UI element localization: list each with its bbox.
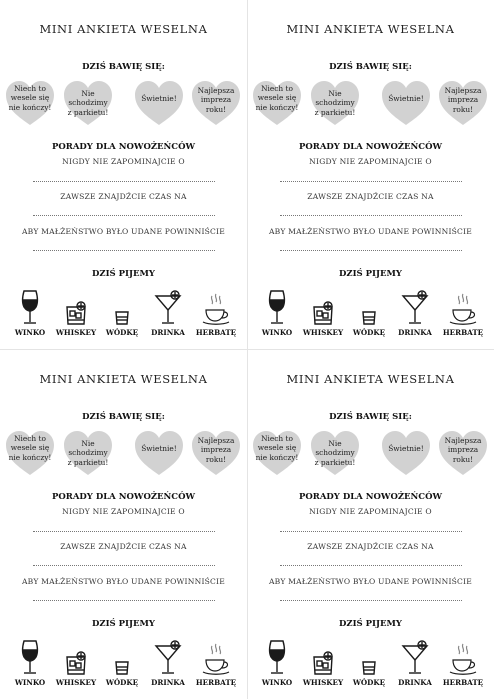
- drink-options: [247, 290, 494, 346]
- drink-option-cocktail[interactable]: [391, 640, 439, 696]
- drink-options: [0, 640, 247, 696]
- heart-option[interactable]: [132, 428, 186, 478]
- drink-option-wine[interactable]: [253, 640, 301, 696]
- heart-label: Świetnie!: [388, 444, 424, 453]
- question-text: ABY MAŁŻEŃSTWO BYŁO UDANE POWINNIŚCIE: [21, 227, 225, 236]
- wine-glass-icon: [15, 640, 45, 676]
- section-advice-heading: PORADY DLA NOWOŻEŃCÓW: [298, 142, 443, 152]
- drink-label: WÓDKĘ: [105, 328, 139, 337]
- vodka-shot-icon: [107, 290, 137, 326]
- heart-option[interactable]: [379, 428, 433, 478]
- survey-card: [247, 350, 494, 699]
- drink-label: WHISKEY: [302, 328, 344, 337]
- drink-option-cocktail[interactable]: [144, 640, 192, 696]
- tea-cup-icon: [201, 290, 231, 326]
- cocktail-glass-icon: [153, 290, 183, 326]
- heart-option[interactable]: [250, 78, 304, 128]
- drink-label: HERBATĘ: [442, 328, 484, 337]
- answer-line[interactable]: [280, 565, 462, 566]
- heart-label: Świetnie!: [141, 444, 177, 453]
- heart-option[interactable]: [379, 78, 433, 128]
- question-text: ZAWSZE ZNAJDŹCIE CZAS NA: [307, 192, 434, 201]
- drink-label: HERBATĘ: [195, 328, 237, 337]
- drink-option-vodka[interactable]: [98, 290, 146, 346]
- question-text: NIGDY NIE ZAPOMINAJCIE O: [309, 507, 432, 516]
- survey-card: [0, 0, 247, 349]
- drink-option-tea[interactable]: [192, 640, 240, 696]
- section-drinks-heading: DZIŚ PIJEMY: [339, 269, 402, 279]
- question-text: NIGDY NIE ZAPOMINAJCIE O: [62, 157, 185, 166]
- cocktail-glass-icon: [400, 290, 430, 326]
- card-title: MINI ANKIETA WESELNA: [286, 22, 455, 36]
- mood-options: [0, 78, 247, 130]
- answer-line[interactable]: [280, 215, 462, 216]
- heart-option[interactable]: [436, 428, 490, 478]
- drink-option-whiskey[interactable]: [52, 290, 100, 346]
- section-drinks-heading: DZIŚ PIJEMY: [92, 619, 155, 629]
- whiskey-glass-icon: [308, 290, 338, 326]
- drink-label: DRINKA: [398, 328, 432, 337]
- drink-options: [0, 290, 247, 346]
- section-drinks-heading: DZIŚ PIJEMY: [92, 269, 155, 279]
- heart-option[interactable]: [308, 78, 362, 128]
- drink-option-tea[interactable]: [439, 290, 487, 346]
- heart-option[interactable]: [132, 78, 186, 128]
- mood-options: [247, 428, 494, 480]
- heart-label: Najlepsza impreza roku!: [444, 86, 482, 114]
- drink-option-vodka[interactable]: [98, 640, 146, 696]
- drink-label: WHISKEY: [55, 678, 97, 687]
- heart-option[interactable]: [189, 428, 243, 478]
- question-text: ABY MAŁŻEŃSTWO BYŁO UDANE POWINNIŚCIE: [21, 577, 225, 586]
- drink-option-cocktail[interactable]: [391, 290, 439, 346]
- answer-line[interactable]: [33, 565, 215, 566]
- answer-line[interactable]: [33, 600, 215, 601]
- drink-option-wine[interactable]: [253, 290, 301, 346]
- drink-label: DRINKA: [151, 328, 185, 337]
- mood-options: [0, 428, 247, 480]
- answer-line[interactable]: [280, 531, 462, 532]
- tea-cup-icon: [448, 640, 478, 676]
- answer-line[interactable]: [33, 250, 215, 251]
- heart-option[interactable]: [3, 428, 57, 478]
- question-text: ZAWSZE ZNAJDŹCIE CZAS NA: [307, 542, 434, 551]
- vodka-shot-icon: [107, 640, 137, 676]
- answer-line[interactable]: [280, 181, 462, 182]
- drink-option-vodka[interactable]: [345, 640, 393, 696]
- answer-line[interactable]: [33, 181, 215, 182]
- heart-label: Świetnie!: [141, 94, 177, 103]
- drink-option-whiskey[interactable]: [299, 640, 347, 696]
- drink-option-tea[interactable]: [439, 640, 487, 696]
- drink-label: HERBATĘ: [195, 678, 237, 687]
- drink-option-wine[interactable]: [6, 640, 54, 696]
- tea-cup-icon: [201, 640, 231, 676]
- section-advice-heading: PORADY DLA NOWOŻEŃCÓW: [298, 492, 443, 502]
- answer-line[interactable]: [33, 215, 215, 216]
- card-title: MINI ANKIETA WESELNA: [39, 372, 208, 386]
- heart-label: Niech to wesele się nie kończy!: [8, 84, 52, 112]
- section-advice-heading: PORADY DLA NOWOŻEŃCÓW: [51, 142, 196, 152]
- drink-option-tea[interactable]: [192, 290, 240, 346]
- heart-label: Niech to wesele się nie kończy!: [8, 434, 52, 462]
- heart-label: Nie schodzimy z parkietu!: [314, 439, 356, 467]
- drink-label: WÓDKĘ: [105, 678, 139, 687]
- wine-glass-icon: [262, 290, 292, 326]
- whiskey-glass-icon: [61, 640, 91, 676]
- answer-line[interactable]: [280, 600, 462, 601]
- card-title: MINI ANKIETA WESELNA: [39, 22, 208, 36]
- drink-option-whiskey[interactable]: [299, 290, 347, 346]
- heart-label: Niech to wesele się nie kończy!: [255, 84, 299, 112]
- heart-option[interactable]: [61, 428, 115, 478]
- section-advice-heading: PORADY DLA NOWOŻEŃCÓW: [51, 492, 196, 502]
- whiskey-glass-icon: [61, 290, 91, 326]
- drink-label: DRINKA: [398, 678, 432, 687]
- survey-card: [0, 350, 247, 699]
- heart-label: Świetnie!: [388, 94, 424, 103]
- drink-label: HERBATĘ: [442, 678, 484, 687]
- wine-glass-icon: [15, 290, 45, 326]
- drink-label: DRINKA: [151, 678, 185, 687]
- wine-glass-icon: [262, 640, 292, 676]
- drink-option-wine[interactable]: [6, 290, 54, 346]
- cocktail-glass-icon: [400, 640, 430, 676]
- drink-label: WINKO: [261, 678, 293, 687]
- mood-options: [247, 78, 494, 130]
- heart-label: Nie schodzimy z parkietu!: [314, 89, 356, 117]
- survey-card: [247, 0, 494, 349]
- heart-option[interactable]: [189, 78, 243, 128]
- heart-option[interactable]: [61, 78, 115, 128]
- drink-option-whiskey[interactable]: [52, 640, 100, 696]
- question-text: NIGDY NIE ZAPOMINAJCIE O: [309, 157, 432, 166]
- question-text: NIGDY NIE ZAPOMINAJCIE O: [62, 507, 185, 516]
- heart-label: Nie schodzimy z parkietu!: [67, 439, 109, 467]
- drink-label: WINKO: [261, 328, 293, 337]
- cocktail-glass-icon: [153, 640, 183, 676]
- section-fun-heading: DZIŚ BAWIĘ SIĘ:: [329, 412, 412, 422]
- drink-label: WHISKEY: [55, 328, 97, 337]
- heart-label: Najlepsza impreza roku!: [197, 86, 235, 114]
- heart-option[interactable]: [250, 428, 304, 478]
- answer-line[interactable]: [280, 250, 462, 251]
- whiskey-glass-icon: [308, 640, 338, 676]
- heart-label: Niech to wesele się nie kończy!: [255, 434, 299, 462]
- section-drinks-heading: DZIŚ PIJEMY: [339, 619, 402, 629]
- heart-option[interactable]: [308, 428, 362, 478]
- heart-label: Najlepsza impreza roku!: [444, 436, 482, 464]
- question-text: ZAWSZE ZNAJDŹCIE CZAS NA: [60, 542, 187, 551]
- answer-line[interactable]: [33, 531, 215, 532]
- drink-label: WINKO: [14, 328, 46, 337]
- drink-label: WINKO: [14, 678, 46, 687]
- question-text: ABY MAŁŻEŃSTWO BYŁO UDANE POWINNIŚCIE: [268, 577, 472, 586]
- drink-label: WÓDKĘ: [352, 678, 386, 687]
- heart-option[interactable]: [3, 78, 57, 128]
- drink-option-cocktail[interactable]: [144, 290, 192, 346]
- section-fun-heading: DZIŚ BAWIĘ SIĘ:: [82, 412, 165, 422]
- section-fun-heading: DZIŚ BAWIĘ SIĘ:: [82, 62, 165, 72]
- drink-options: [247, 640, 494, 696]
- drink-label: WHISKEY: [302, 678, 344, 687]
- vodka-shot-icon: [354, 640, 384, 676]
- drink-label: WÓDKĘ: [352, 328, 386, 337]
- question-text: ABY MAŁŻEŃSTWO BYŁO UDANE POWINNIŚCIE: [268, 227, 472, 236]
- tea-cup-icon: [448, 290, 478, 326]
- question-text: ZAWSZE ZNAJDŹCIE CZAS NA: [60, 192, 187, 201]
- card-title: MINI ANKIETA WESELNA: [286, 372, 455, 386]
- heart-label: Nie schodzimy z parkietu!: [67, 89, 109, 117]
- drink-option-vodka[interactable]: [345, 290, 393, 346]
- vodka-shot-icon: [354, 290, 384, 326]
- heart-option[interactable]: [436, 78, 490, 128]
- section-fun-heading: DZIŚ BAWIĘ SIĘ:: [329, 62, 412, 72]
- heart-label: Najlepsza impreza roku!: [197, 436, 235, 464]
